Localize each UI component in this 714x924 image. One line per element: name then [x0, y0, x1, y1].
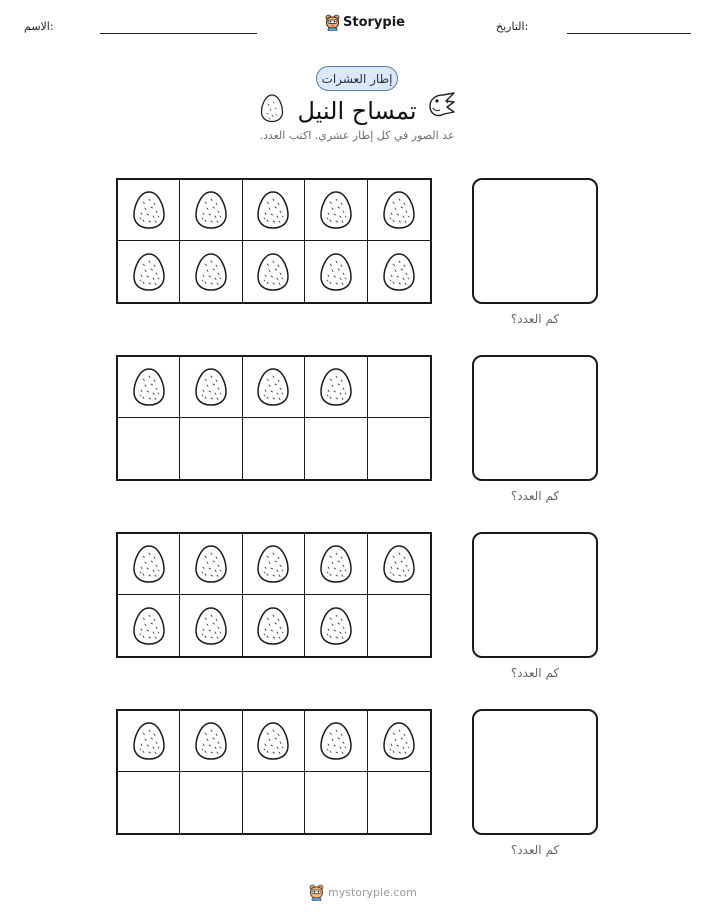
- egg-icon: [256, 252, 290, 292]
- crocodile-head-icon: [426, 90, 456, 122]
- ten-frame-cell: [180, 180, 242, 241]
- ten-frame-cell: [118, 534, 180, 595]
- answer-label-2: كم العدد؟: [510, 489, 560, 503]
- name-label: الاسم:: [24, 20, 54, 33]
- ten-frame-cell: [243, 595, 305, 656]
- ten-frame-cell: [180, 534, 242, 595]
- egg-icon: [256, 606, 290, 646]
- egg-icon: [132, 190, 166, 230]
- ten-frame-cell: [368, 180, 430, 241]
- egg-icon: [132, 544, 166, 584]
- ten-frame-cell: [368, 241, 430, 302]
- ten-frame-cell: [180, 595, 242, 656]
- answer-label-3: كم العدد؟: [510, 666, 560, 680]
- ten-frame-cell: [118, 241, 180, 302]
- instruction-text: عد الصور في كل إطار عشري. اكتب العدد.: [259, 129, 455, 142]
- egg-icon: [132, 367, 166, 407]
- egg-icon: [319, 190, 353, 230]
- worksheet-title: تمساح النيل: [297, 97, 417, 125]
- egg-icon: [256, 721, 290, 761]
- ten-frame-cell: [368, 595, 430, 656]
- name-line[interactable]: [100, 33, 257, 34]
- egg-icon: [194, 252, 228, 292]
- egg-icon: [319, 367, 353, 407]
- egg-icon: [256, 544, 290, 584]
- storypie-mascot-icon: [309, 884, 324, 901]
- ten-frame-cell: [243, 534, 305, 595]
- egg-icon: [132, 721, 166, 761]
- topic-badge: إطار العشرات: [316, 66, 398, 91]
- egg-icon: [382, 252, 416, 292]
- answer-box-3[interactable]: [472, 532, 598, 658]
- ten-frame-cell: [118, 772, 180, 833]
- ten-frame-cell: [118, 595, 180, 656]
- brand-name: Storypie: [343, 14, 405, 30]
- storypie-mascot-icon: [325, 14, 340, 31]
- ten-frame-cell: [305, 711, 367, 772]
- ten-frame-1: [116, 178, 432, 304]
- date-label: التاريخ:: [496, 20, 529, 33]
- ten-frame-cell: [305, 241, 367, 302]
- ten-frame-2: [116, 355, 432, 481]
- ten-frame-cell: [180, 357, 242, 418]
- egg-icon: [132, 606, 166, 646]
- egg-icon: [260, 93, 284, 123]
- date-line[interactable]: [567, 33, 691, 34]
- ten-frame-cell: [243, 241, 305, 302]
- ten-frame-cell: [243, 711, 305, 772]
- ten-frame-cell: [368, 534, 430, 595]
- ten-frame-cell: [368, 418, 430, 479]
- ten-frame-cell: [368, 772, 430, 833]
- egg-icon: [194, 367, 228, 407]
- footer: [309, 884, 417, 901]
- egg-icon: [194, 190, 228, 230]
- ten-frame-cell: [243, 772, 305, 833]
- ten-frame-cell: [243, 180, 305, 241]
- ten-frame-cell: [305, 418, 367, 479]
- egg-icon: [194, 606, 228, 646]
- egg-icon: [132, 252, 166, 292]
- ten-frame-cell: [180, 772, 242, 833]
- ten-frame-cell: [118, 180, 180, 241]
- ten-frame-cell: [118, 711, 180, 772]
- egg-icon: [256, 190, 290, 230]
- ten-frame-cell: [305, 357, 367, 418]
- ten-frame-cell: [368, 711, 430, 772]
- brand-logo: [325, 12, 405, 32]
- answer-label-1: كم العدد؟: [510, 312, 560, 326]
- egg-icon: [319, 721, 353, 761]
- ten-frame-cell: [305, 595, 367, 656]
- egg-icon: [382, 721, 416, 761]
- egg-icon: [319, 252, 353, 292]
- ten-frame-cell: [243, 418, 305, 479]
- egg-icon: [256, 367, 290, 407]
- ten-frame-cell: [305, 180, 367, 241]
- egg-icon: [319, 606, 353, 646]
- egg-icon: [194, 721, 228, 761]
- egg-icon: [319, 544, 353, 584]
- ten-frame-cell: [118, 418, 180, 479]
- ten-frame-cell: [180, 241, 242, 302]
- ten-frame-cell: [368, 357, 430, 418]
- ten-frame-cell: [305, 772, 367, 833]
- ten-frame-cell: [243, 357, 305, 418]
- egg-icon: [194, 544, 228, 584]
- answer-box-4[interactable]: [472, 709, 598, 835]
- ten-frame-4: [116, 709, 432, 835]
- ten-frame-cell: [180, 418, 242, 479]
- answer-box-1[interactable]: [472, 178, 598, 304]
- ten-frame-cell: [180, 711, 242, 772]
- egg-icon: [382, 190, 416, 230]
- answer-box-2[interactable]: [472, 355, 598, 481]
- ten-frame-cell: [305, 534, 367, 595]
- egg-icon: [382, 544, 416, 584]
- footer-url: mystorypie.com: [328, 886, 417, 899]
- ten-frame-cell: [118, 357, 180, 418]
- ten-frame-3: [116, 532, 432, 658]
- answer-label-4: كم العدد؟: [510, 843, 560, 857]
